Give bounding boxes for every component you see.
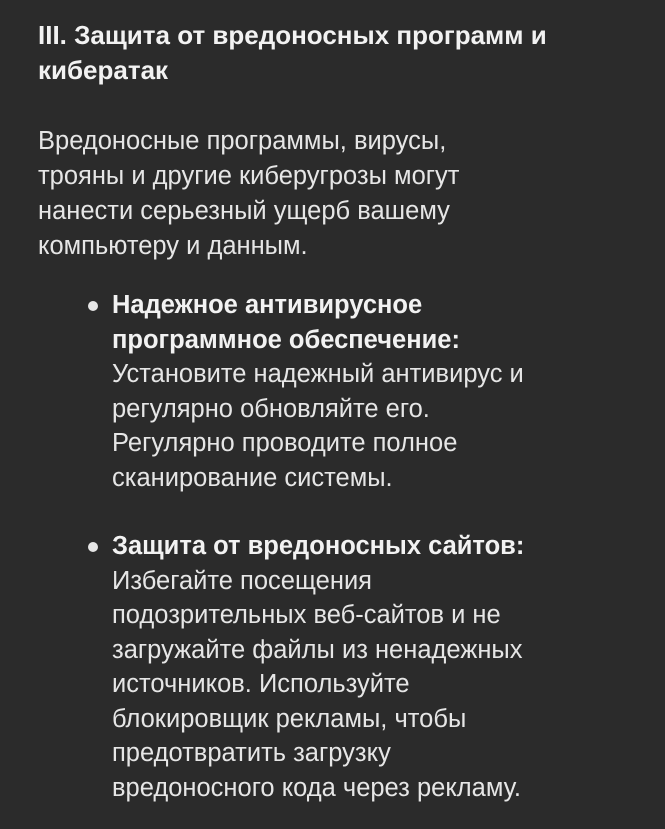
section-heading-line-1: III. Защита от вредоносных программ и [38,20,547,50]
title-line: Защита от вредоносных сайтов: [112,532,525,560]
body-line: источников. Используйте [112,670,410,698]
body-line: блокировщик рекламы, чтобы [112,704,467,733]
list-item-antivirus [38,288,638,495]
list-item-malicious-sites [38,529,638,805]
recommendations-list [38,288,638,805]
body-line: загружайте файлы из ненадежных [112,635,523,664]
bullet-icon [88,542,98,552]
section-heading-line-2: кибератак [38,55,169,85]
body-line: предотвратить загрузку [112,739,391,767]
list-item-body [112,360,524,492]
body-line: вредоносного кода через рекламу. [112,773,521,802]
body-line: Регулярно проводите полное [112,429,458,457]
bullet-icon [88,301,98,311]
intro-paragraph [38,124,638,264]
body-line: регулярно обновляйте его. [112,394,430,423]
body-line: сканирование системы. [112,463,393,492]
article-section [38,18,638,805]
intro-line: Вредоносные программы, вирусы, [38,127,447,155]
title-line: программное обеспечение: [112,325,460,354]
intro-line: компьютеру и данным. [38,232,308,260]
list-item-title [112,532,524,560]
body-line: Установите надежный антивирус и [112,360,524,388]
body-line: Избегайте посещения [112,566,372,595]
title-line: Надежное антивирусное [112,291,423,319]
body-line: подозрительных веб-сайтов и не [112,601,501,629]
intro-line: трояны и другие киберугрозы могут [38,162,460,190]
intro-line: нанести серьезный ущерб вашему [38,197,450,225]
list-item-title [112,291,460,354]
list-item-body [112,567,523,802]
section-heading [38,18,638,88]
